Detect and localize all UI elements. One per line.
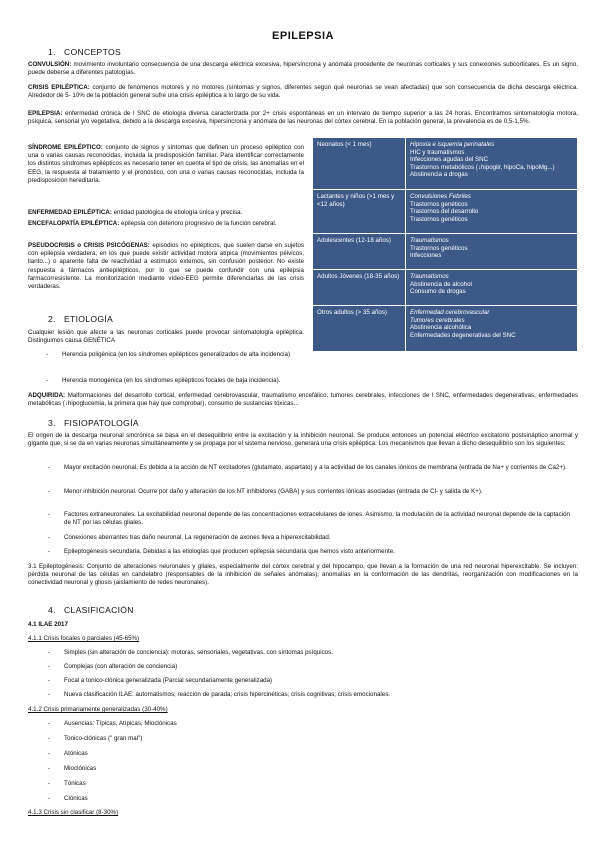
paragraph-enfermedad-epileptica: ENFERMEDAD EPILÉPTICA: entidad patológica de etiología única y precisa. (28, 209, 243, 216)
table-row-key: Lactantes y niños (>1 mes y <12 años) (313, 190, 406, 234)
section-1-heading: 1. CONCEPTOS (48, 47, 121, 57)
list-item: - Epileptogénesis secundaria. Debidas a las etiologías que producen epilepsia secundaria que hemos visto anteriormente. (48, 548, 395, 555)
table-row-key: Adolescentes (12-18 años) (313, 234, 406, 270)
table-row-values: Convulsiones Febriles Trastornos genéticos Trastornos del desarrollo Trastornos genéticos (406, 190, 578, 234)
list-item: - Clónicas (48, 795, 88, 802)
table-row-values: Traumatismos Trastornos genéticos Infecciones (406, 234, 578, 270)
list-item: - Menor inhibición neuronal. Ocurre por daño y alteración de los NT inhibidores (GABA) y sus corrientes iónicas asociadas (entrada de Cl- y salida de K+). (48, 488, 483, 495)
table-row (313, 306, 578, 352)
paragraph-encefalopatia: ENCEFALOPATÍA EPILÉPTICA: epilepsia con deterioro progresivo de la función cerebral. (28, 220, 277, 227)
list-item: - Mioclónicas (48, 765, 97, 772)
table-row-values: Traumatismos Abstinencia de alcohol Consumo de drogas (406, 270, 578, 306)
subsection-generalized-crises: 4.1.2 Crisis primariamente generalizadas (30-40%) (28, 706, 168, 713)
section-4-heading: 4. CLASIFICACIÓN (48, 605, 134, 615)
list-item: - Conexiones aberrantes tras daño neuronal. La regeneración de axones lleva a hiperexcitabilidad. (48, 534, 331, 541)
paragraph-crisis-epileptica: CRISIS EPILÉPTICA: conjunto de fenómenos motores y no motores (síntomas y signos, diferentes según qué neuronas se vean afectadas) que son consecuencia de dicha descarga eléctrica. Alrededor de 5- 10% de la población general sufre una crisis epiléptica a lo largo de su vida. (28, 84, 578, 100)
paragraph-pseudocrisis: PSEUDOCRISIS o CRISIS PSICÓGENAS: episodios no epilépticos, que suelen darse en sujetos con epilepsia verdadera, en los que puede existir actividad motora atípica (movimientos pélvicos, llanto...) o aparente falta de reactividad a estímulos externos, sin confusión posterior. No existe respuesta a fármacos antiepilépticos, por lo que se puede confundir con una epilepsia farmacorresistente. La monitorización mediante vídeo-EEG permite diferenciarlas de las crisis verdaderas. (28, 242, 304, 291)
paragraph-epileptogenesis: 3.1 Epileptogénesis: Conjunto de alteraciones neuronales y gliales, especialmente del córtex cerebral y del hipocampo, que llevan a la formación de una red neuronal hiperexcitable. Se incluyen: pérdida neuronal de las células en candelabro (responsables de la inhibición de señales anómalas), anomalías en la conformación de las dendritas, reorganización con modificaciones en la conectividad neuronal y gliosis (aislamiento de redes neuronales). (28, 563, 578, 587)
subsection-unclassified-crises: 4.1.3 Crisis sin clasificar (8-30%) (28, 809, 119, 816)
section-2-heading: 2. ETIOLOGÍA (48, 314, 114, 324)
table-row (313, 138, 578, 190)
list-item: - Simples (sin alteración de conciencia): motoras, sensoriales, vegetativas, con síntomas psíquicos. (48, 649, 333, 656)
table-row-values: Enfermedad cerebrovascular Tumores cerebrales Abstinencia alcohólica Enfermedades degenerativas del SNC (406, 306, 578, 352)
table-row (313, 190, 578, 234)
list-item: - Herencia poligénica (en los síndromes epilépticos generalizados de alta incidencia) (46, 351, 291, 358)
list-item: - Ausencias: Típicas, Atípicas, Mioclónicas (48, 720, 177, 727)
table-row-key: Adultos Jóvenes (18-35 años) (313, 270, 406, 306)
subsection-focal-crises: 4.1.1 Crisis focales o parciales (45-65%) (28, 635, 140, 642)
paragraph-convulsion: CONVULSIÓN: movimiento involuntario consecuencia de una descarga eléctrica excesiva, hipersíncrona y anómala procedente de neuronas corticales y sus conexiones subcorticales. Es un signo, puede deberse a diferentes patologías. (28, 61, 578, 77)
subsection-ilae-2017: 4.1 ILAE 2017 (28, 621, 68, 628)
list-item: - Complejas (con alteración de conciencia) (48, 663, 178, 670)
paragraph-adquirida: ADQUIRIDA: Malformaciones del desarrollo cortical, enfermedad cerebrovascular, traumatismo encefálico, tumores cerebrales, infecciones de l SNC, enfermedades degenerativas, enfermedades metabólicas (↓hipoglucemia, la primera que hay que comprobar), consumo de sustancias tóxicas... (28, 392, 578, 408)
table-row (313, 234, 578, 270)
physiopathology-intro: El origen de la descarga neuronal sincrónica se basa en el desequilibrio entre la excitación y la inhibición neuronal. Se produce entonces un potencial eléctrico excitatorio postsináptico anormal y gigante que, si se da en varias neuronas simultáneamente y se propaga por el sistema nervioso, generará una crisis epiléptica. Los mecanismos que llevan a dicho desequilibrio son los siguientes: (28, 432, 578, 448)
table-row-key: Otros adultos (> 35 años) (313, 306, 406, 352)
paragraph-epilepsia: EPILEPSIA: enfermedad crónica de l SNC de etiología diversa caracterizada por 2+ crisis espontáneas en un intervalo de tiempo superior a las 24 horas. Encontramos sintomatología motora, psíquica, sensorial y/o vegetativa, debido a la descarga excesiva, hipersíncrona y anómala de las neuronas del córtex cerebral. En la población general, la prevalencia es de 0,5-1,5%. (28, 110, 578, 126)
list-item: - Focal a tonico-clónica generalizada (Parcial secundariamente generalizada) (48, 677, 273, 684)
list-item: - Atónicas (48, 750, 88, 757)
list-item: - Herencia monogénica (en los síndromes epilépticos focales de baja incidencia). (46, 377, 281, 384)
list-item: - Nueva clasificación ILAE: automatismos; reacción de parada; crisis hipercinéticas; crisis cognitivas; crisis emocionales. (48, 691, 391, 698)
list-item: - Factores extraneuronales. La excitabilidad neuronal depende de las concentraciones extracelulares de iones. Asimismo, la modulación de la actividad neuronal depende de la captación de NT por las células gliales. (48, 511, 570, 527)
table-row (313, 270, 578, 306)
list-item: - Mayor excitación neuronal. Es debida a la acción de NT excitadores (glutamato, aspartato) y a la actividad de los canales iónicos de membrana (entrada de Na+ y corrientes de Ca2+). (48, 464, 567, 471)
list-item: - Tonico-clónicas (" gran mal") (48, 735, 143, 742)
table-row-key: Neonatos (< 1 mes) (313, 138, 406, 190)
etiology-intro: Cualquier lesión que afecte a las neuronas corticales puede provocar sintomatología epiléptica. Distinguimos causa GENÉTICA (28, 329, 304, 345)
document-title: EPILEPSIA (272, 30, 334, 42)
table-row-values: Hipoxia e isquemia perinatales HIC y traumatismos Infecciones agudas del SNC Trastornos metabólicos (↓hipoglir, hipoCa, hipoMg...) Abstinencia a drogas (406, 138, 578, 190)
paragraph-sindrome-epileptico: SÍNDROME EPILÉPTICO: conjunto de signos y síntomas que definen un proceso epiléptico con una o varias causas reconocidas, incluida la predisposición familiar. Para identificar correctamente los distintos síndromes epilépticos es necesario tener en cuenta el tipo de crisis, las anomalías en el EEG, la respuesta al tratamiento y el pronóstico, con una o varias causas reconocidas, incluida la predisposición hereditaria. (28, 144, 304, 184)
list-item: - Tónicas (48, 780, 86, 787)
etiology-by-age-table (312, 137, 578, 352)
section-3-heading: 3. FISIOPATOLOGÍA (48, 418, 139, 428)
